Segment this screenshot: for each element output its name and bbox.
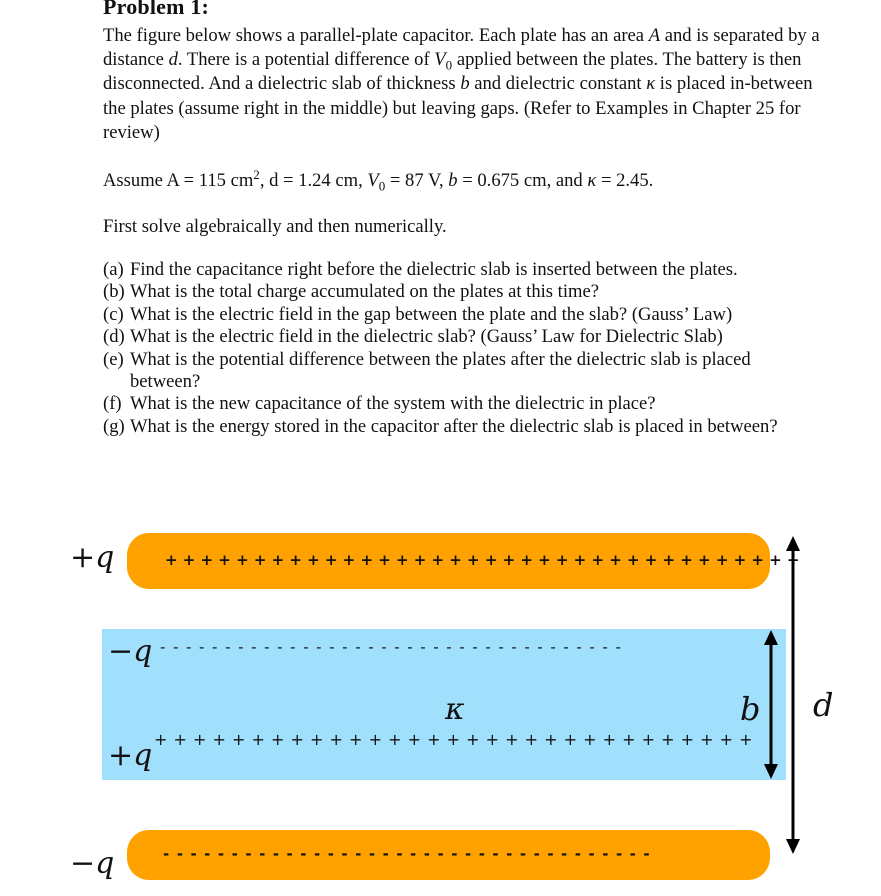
label-top-plate-charge: +q [70,540,115,575]
var-A: A [648,25,661,46]
label-slab-top-charge: −q [108,634,153,669]
thickness-b-label: b [740,690,761,728]
label-bottom-plate-charge: −q [70,846,115,881]
var-V: V [434,49,446,71]
var-kappa: κ [646,73,656,95]
var-d: d [168,49,178,71]
question-item: (g) What is the energy stored in the capacitor after the dielectric slab is placed in between? [103,415,778,437]
var-b: b [460,73,470,95]
question-item: (a) Find the capacitance right before the dielectric slab is inserted between the plates. [103,259,738,280]
problem-title: Problem 1: [103,0,210,19]
b-double-arrow-icon [764,630,778,779]
instruction: First solve algebraically and then numerically. [103,216,447,237]
capacitor-figure [0,520,881,896]
given-values: Assume A = 115 $cm^2$, d = 1.24 cm, $V_0 = 87$ V, b = 0.675 cm, and κ = 2.45. [103,166,654,194]
slab-bottom-charges: +++++++++++++++++++++++++++++++ [154,730,759,749]
question-item: (c) What is the electric field in the gap between the plate and the slab? (Gauss’ Law) [103,303,733,325]
question-list [103,259,813,438]
d-double-arrow-icon [786,536,800,854]
question-item: (e) What is the potential difference between the plates after the dielectric slab is placed between? [103,348,751,393]
label-slab-bottom-charge: +q [108,738,153,773]
question-item: (f) What is the new capacitance of the system with the dielectric in place? [103,393,656,415]
question-item: (d) What is the electric field in the dielectric slab? (Gauss’ Law for Dielectric Slab) [103,326,723,348]
top-plate-charges: ++++++++++++++++++++++++++++++++++++ [165,551,805,569]
kappa-label: κ [445,692,465,727]
separation-d-label: d [813,686,834,724]
bottom-plate-charges: ------------------------------------ [163,845,658,863]
question-item: (b) What is the total charge accumulated on the plates at this time? [103,281,599,303]
slab-top-charges: ------------------------------------ [160,638,629,656]
dimension-arrows [0,520,881,896]
problem-intro: The figure below shows a parallel-plate capacitor. Each plate has an area A and is separated by a distance d. There is a potential difference of $V_0$ applied between the plates. The battery is then disconnected. And a dielectric slab of thickness b and dielectric constant κ is placed in-between the plates (assume right in the middle) but leaving gaps. (Refer to Examples in Chapter 25 for review) [103,25,820,143]
